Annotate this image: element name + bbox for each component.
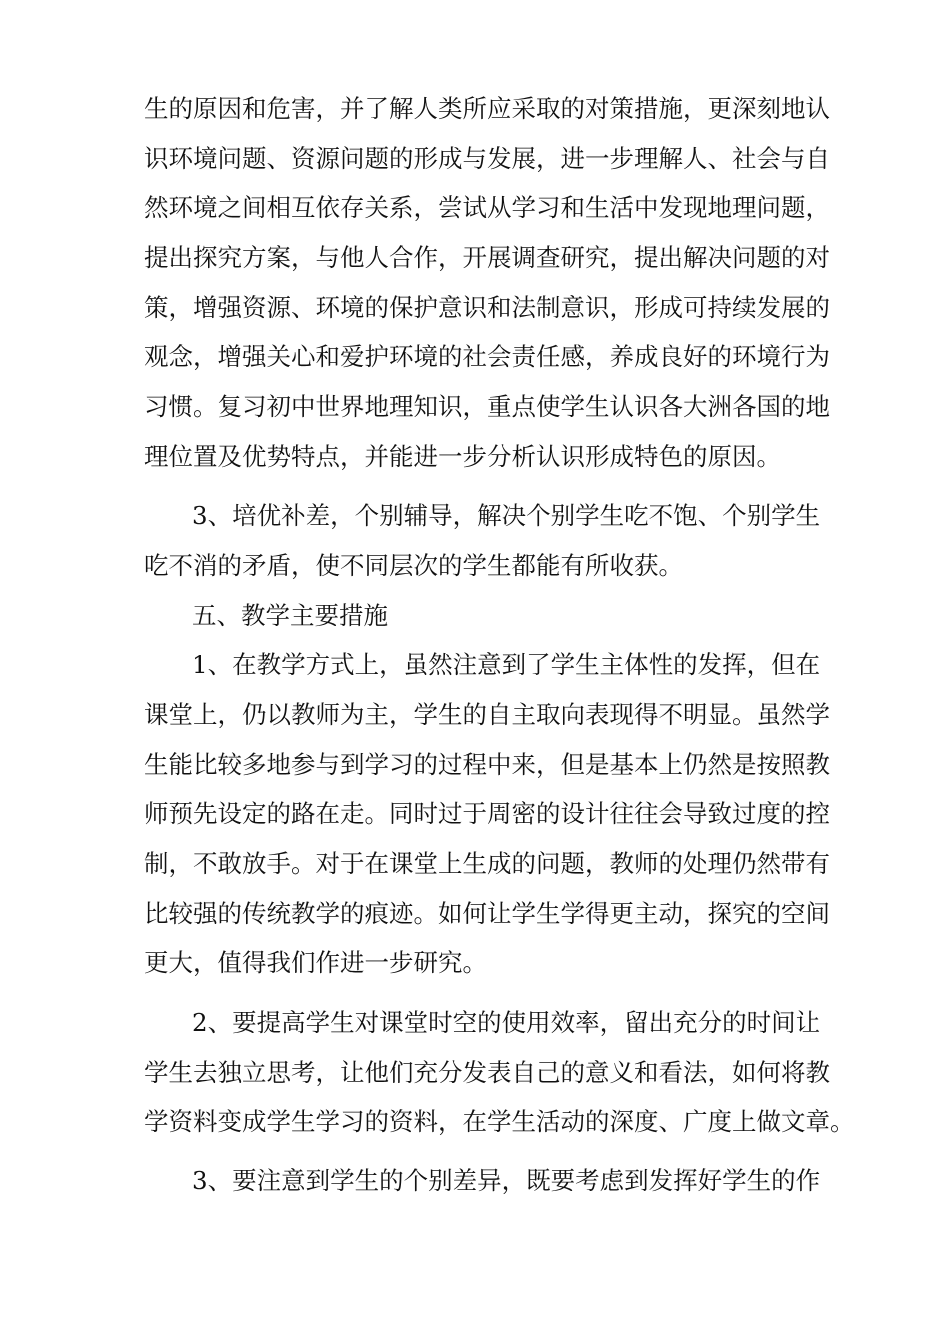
paragraph-line: 观念，增强关心和爱护环境的社会责任感，养成良好的环境行为	[144, 342, 830, 371]
paragraph-line: 吃不消的矛盾，使不同层次的学生都能有所收获。	[144, 551, 683, 580]
paragraph-line: 习惯。复习初中世界地理知识，重点使学生认识各大洲各国的地	[144, 392, 830, 421]
paragraph-line: 然环境之间相互依存关系，尝试从学习和生活中发现地理问题，	[144, 193, 830, 222]
paragraph-line: 提出探究方案，与他人合作，开展调查研究，提出解决问题的对	[144, 243, 830, 272]
paragraph-line: 师预先设定的路在走。同时过于周密的设计往往会导致过度的控	[144, 799, 830, 828]
paragraph-line: 学资料变成学生学习的资料，在学生活动的深度、广度上做文章。	[144, 1107, 855, 1136]
section-heading: 五、教学主要措施	[192, 601, 388, 630]
paragraph-line: 理位置及优势特点，并能进一步分析认识形成特色的原因。	[144, 442, 781, 471]
paragraph-line: 识环境问题、资源问题的形成与发展，进一步理解人、社会与自	[144, 144, 830, 173]
paragraph-line: 生的原因和危害，并了解人类所应采取的对策措施，更深刻地认	[144, 94, 830, 123]
paragraph-line: 策，增强资源、环境的保护意识和法制意识，形成可持续发展的	[144, 293, 830, 322]
paragraph-line: 课堂上，仍以教师为主，学生的自主取向表现得不明显。虽然学	[144, 700, 830, 729]
paragraph-line: 3、培优补差，个别辅导，解决个别学生吃不饱、个别学生	[192, 501, 821, 530]
paragraph-line: 2、要提高学生对课堂时空的使用效率，留出充分的时间让	[192, 1008, 821, 1037]
paragraph-line: 制，不敢放手。对于在课堂上生成的问题，教师的处理仍然带有	[144, 849, 830, 878]
paragraph-line: 学生去独立思考，让他们充分发表自己的意义和看法，如何将教	[144, 1058, 830, 1087]
paragraph-line: 比较强的传统教学的痕迹。如何让学生学得更主动，探究的空间	[144, 899, 830, 928]
paragraph-line: 生能比较多地参与到学习的过程中来，但是基本上仍然是按照教	[144, 750, 830, 779]
paragraph-line: 更大，值得我们作进一步研究。	[144, 948, 487, 977]
paragraph-line: 1、在教学方式上，虽然注意到了学生主体性的发挥，但在	[192, 650, 821, 679]
paragraph-line: 3、要注意到学生的个别差异，既要考虑到发挥好学生的作	[192, 1166, 821, 1195]
